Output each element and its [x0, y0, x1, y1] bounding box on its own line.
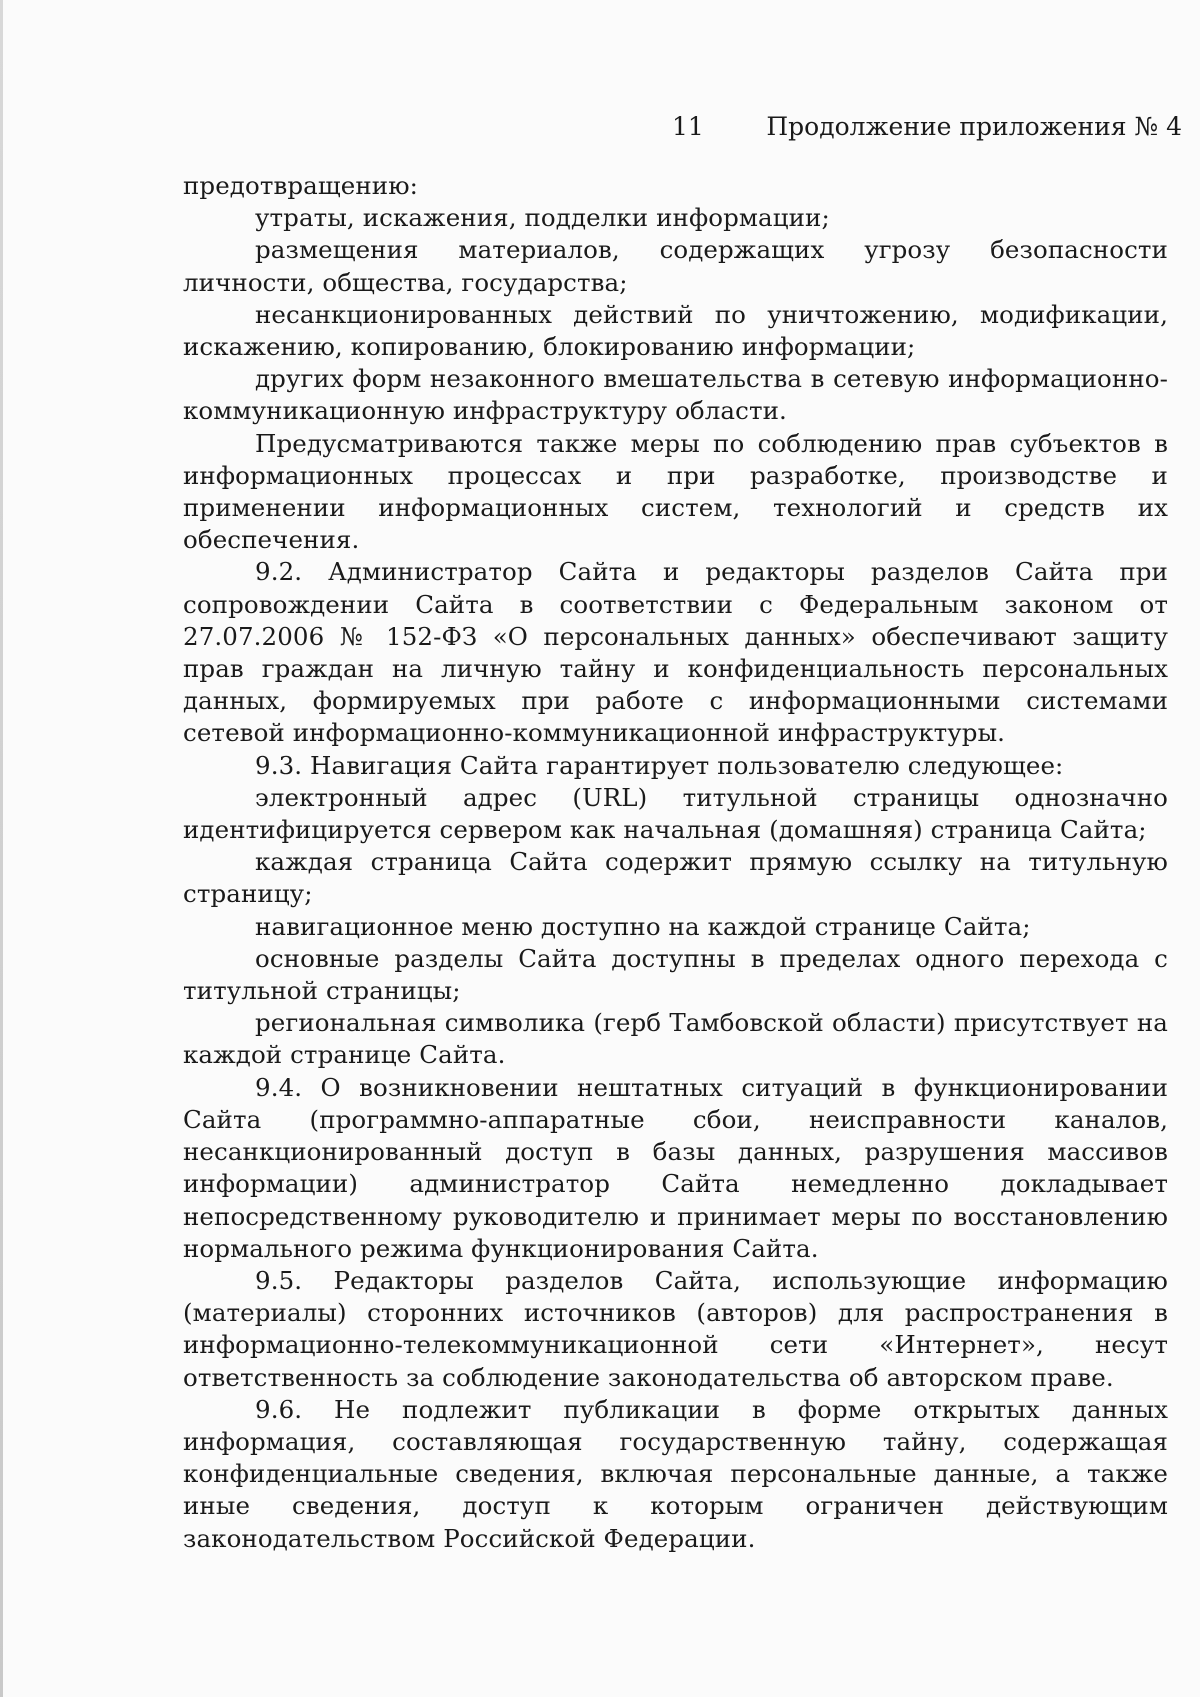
clause-9-3: 9.3. Навигация Сайта гарантирует пользователю следующее: [255, 750, 1064, 780]
paragraph: других форм незаконного вмешательства в сетевую информационно-коммуникационную инфраструктуру области. [183, 364, 1168, 426]
page-header [0, 112, 1200, 152]
paragraph: электронный адрес (URL) титульной страницы однозначно идентифицируется сервером как начальная (домашняя) страница Сайта; [183, 782, 1168, 845]
paragraph: размещения материалов, содержащих угрозу безопасности личности, общества, государства; [183, 235, 1168, 297]
appendix-label: Продолжение приложения № 4 [766, 112, 1182, 141]
page-number: 11 [672, 112, 704, 141]
paragraph: основные разделы Сайта доступны в пределах одного перехода с титульной страницы; [183, 943, 1168, 1006]
document-body [183, 170, 1168, 1555]
paragraph: утраты, искажения, подделки информации; [255, 203, 830, 233]
clause-9-2: 9.2. Администратор Сайта и редакторы разделов Сайта при сопровождении Сайта в соответствии с Федеральным законом от 27.07.2006 № 152-ФЗ «О персональных данных» обеспечивают защиту прав граждан на личную тайну и конфиденциальность персональных данных, формируемых при работе с информационными системами сетевой информационно-коммуникационной инфраструктуры. [183, 557, 1168, 748]
paragraph: каждая страница Сайта содержит прямую ссылку на титульную страницу; [183, 847, 1168, 909]
paragraph: Предусматриваются также меры по соблюдению прав субъектов в информационных процессах и при разработке, производстве и применении информационных систем, технологий и средств их обеспечения. [183, 428, 1168, 555]
paragraph: предотвращению: [183, 171, 419, 200]
paragraph: навигационное меню доступно на каждой странице Сайта; [255, 911, 1031, 941]
clause-9-4: 9.4. О возникновении нештатных ситуаций в функционировании Сайта (программно-аппаратные сбои, неисправности каналов, несанкционированный доступ в базы данных, разрушения массивов информации) администратор Сайта немедленно докладывает непосредственному руководителю и принимает меры по восстановлению нормального режима функционирования Сайта. [183, 1072, 1168, 1263]
scan-edge [0, 0, 3, 1697]
clause-9-6: 9.6. Не подлежит публикации в форме открытых данных информация, составляющая государственную тайну, содержащая конфиденциальные сведения, включая персональные данные, а также иные сведения, доступ к которым ограничен действующим законодательством Российской Федерации. [183, 1394, 1168, 1553]
paragraph: несанкционированных действий по уничтожению, модификации, искажению, копированию, блокированию информации; [183, 299, 1168, 362]
clause-9-5: 9.5. Редакторы разделов Сайта, использующие информацию (материалы) сторонних источников (авторов) для распространения в информационно-телекоммуникационной сети «Интернет», несут ответственность за соблюдение законодательства об авторском праве. [183, 1265, 1168, 1392]
paragraph: региональная символика (герб Тамбовской области) присутствует на каждой странице Сайта. [183, 1008, 1168, 1070]
